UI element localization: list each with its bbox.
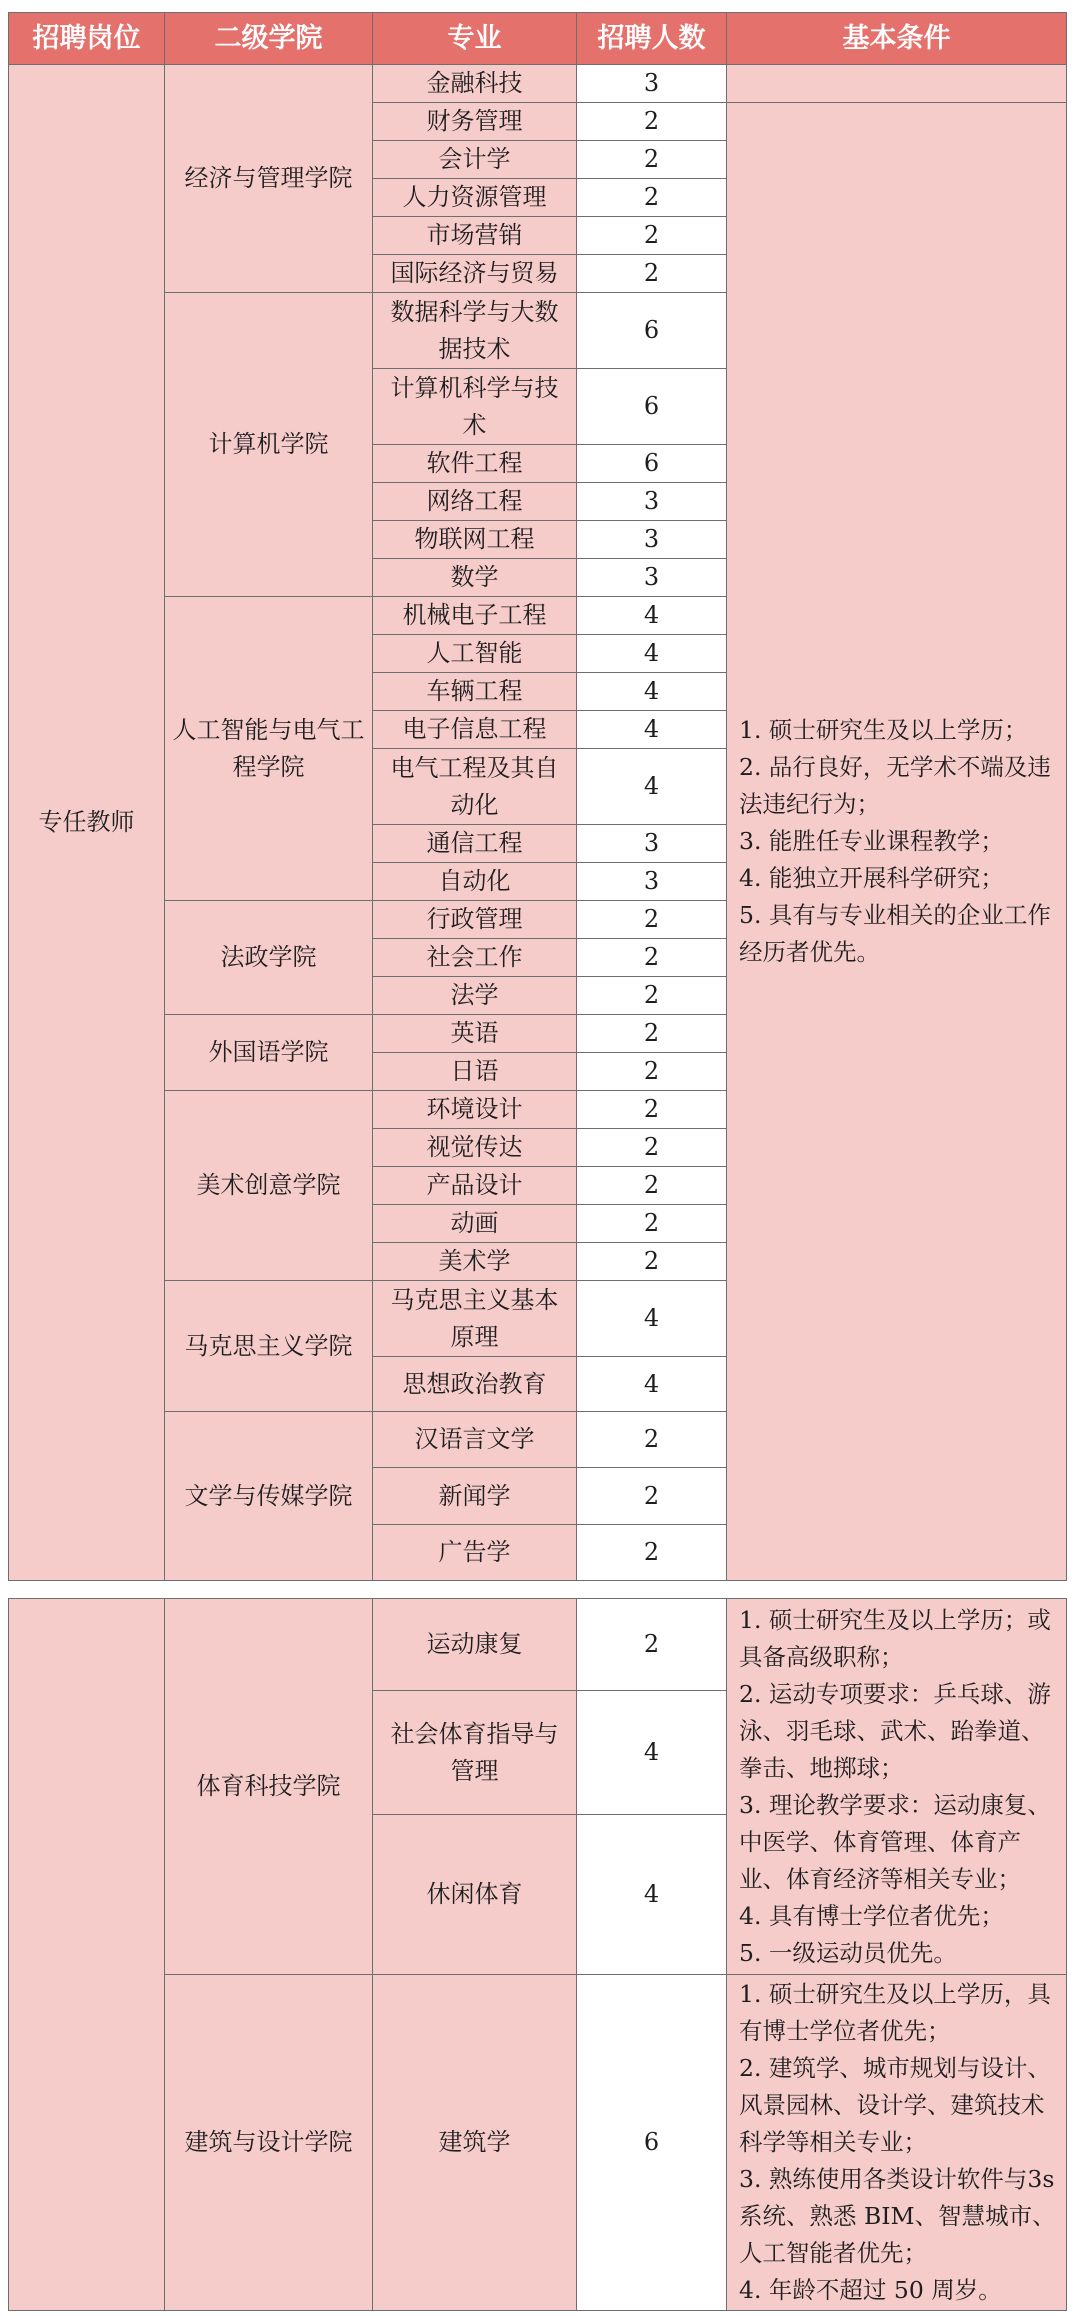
college-cell: 马克思主义学院 bbox=[165, 1281, 373, 1412]
condition-line: 3. 能胜任专业课程教学； bbox=[739, 827, 1004, 855]
count-cell: 4 bbox=[577, 597, 727, 635]
major-cell: 通信工程 bbox=[373, 825, 577, 863]
major-cell: 自动化 bbox=[373, 863, 577, 901]
position-cell: 专任教师 bbox=[9, 65, 165, 1581]
college-cell: 建筑与设计学院 bbox=[165, 1975, 373, 2311]
condition-line: 2. 运动专项要求：乒乓球、游泳、羽毛球、武术、跆拳道、拳击、地掷球； bbox=[739, 1679, 1051, 1782]
college-cell: 计算机学院 bbox=[165, 293, 373, 597]
recruitment-table-main bbox=[8, 12, 1067, 1581]
major-cell: 汉语言文学 bbox=[373, 1412, 577, 1468]
count-cell: 2 bbox=[577, 103, 727, 141]
major-cell: 电气工程及其自动化 bbox=[373, 749, 577, 825]
major-cell: 数据科学与大数据技术 bbox=[373, 293, 577, 369]
header-conditions: 基本条件 bbox=[727, 13, 1067, 65]
major-cell: 人力资源管理 bbox=[373, 179, 577, 217]
major-cell: 新闻学 bbox=[373, 1468, 577, 1525]
major-cell: 人工智能 bbox=[373, 635, 577, 673]
count-cell: 2 bbox=[577, 255, 727, 293]
header-college: 二级学院 bbox=[165, 13, 373, 65]
college-cell: 人工智能与电气工程学院 bbox=[165, 597, 373, 901]
major-cell: 国际经济与贸易 bbox=[373, 255, 577, 293]
major-cell: 马克思主义基本原理 bbox=[373, 1281, 577, 1357]
conditions-cell bbox=[727, 103, 1067, 1581]
count-cell: 3 bbox=[577, 863, 727, 901]
count-cell: 4 bbox=[577, 1815, 727, 1975]
count-cell: 4 bbox=[577, 635, 727, 673]
header-count: 招聘人数 bbox=[577, 13, 727, 65]
count-cell: 6 bbox=[577, 293, 727, 369]
condition-line: 4. 具有博士学位者优先； bbox=[739, 1901, 1004, 1930]
major-cell: 休闲体育 bbox=[373, 1815, 577, 1975]
count-cell: 2 bbox=[577, 1468, 727, 1525]
condition-line: 2. 品行良好，无学术不端及违法违纪行为； bbox=[739, 753, 1051, 818]
condition-line: 1. 硕士研究生及以上学历；或具备高级职称； bbox=[739, 1605, 1051, 1671]
condition-line: 5. 具有与专业相关的企业工作经历者优先。 bbox=[739, 901, 1051, 966]
major-cell: 视觉传达 bbox=[373, 1129, 577, 1167]
major-cell: 市场营销 bbox=[373, 217, 577, 255]
college-cell: 体育科技学院 bbox=[165, 1599, 373, 1975]
count-cell: 3 bbox=[577, 825, 727, 863]
major-cell: 电子信息工程 bbox=[373, 711, 577, 749]
major-cell: 社会工作 bbox=[373, 939, 577, 977]
table-header-row bbox=[9, 13, 1067, 65]
major-cell: 广告学 bbox=[373, 1525, 577, 1581]
major-cell: 动画 bbox=[373, 1205, 577, 1243]
major-cell: 法学 bbox=[373, 977, 577, 1015]
condition-line: 1. 硕士研究生及以上学历，具有博士学位者优先； bbox=[739, 1980, 1051, 2045]
count-cell: 4 bbox=[577, 673, 727, 711]
count-cell: 2 bbox=[577, 179, 727, 217]
header-major: 专业 bbox=[373, 13, 577, 65]
major-cell: 计算机科学与技术 bbox=[373, 369, 577, 445]
count-cell: 4 bbox=[577, 1357, 727, 1412]
count-cell: 3 bbox=[577, 483, 727, 521]
college-cell: 美术创意学院 bbox=[165, 1091, 373, 1281]
major-cell: 车辆工程 bbox=[373, 673, 577, 711]
count-cell: 2 bbox=[577, 1167, 727, 1205]
major-cell: 物联网工程 bbox=[373, 521, 577, 559]
count-cell: 2 bbox=[577, 1015, 727, 1053]
major-cell: 财务管理 bbox=[373, 103, 577, 141]
condition-line: 4. 能独立开展科学研究； bbox=[739, 864, 1004, 892]
count-cell: 4 bbox=[577, 711, 727, 749]
condition-line: 4. 年龄不超过 50 周岁。 bbox=[739, 2276, 1002, 2304]
major-cell: 日语 bbox=[373, 1053, 577, 1091]
count-cell: 6 bbox=[577, 369, 727, 445]
count-cell: 6 bbox=[577, 1975, 727, 2311]
condition-line: 2. 建筑学、城市规划与设计、风景园林、设计学、建筑技术科学等相关专业； bbox=[739, 2054, 1051, 2156]
count-cell: 2 bbox=[577, 1412, 727, 1468]
major-cell: 数学 bbox=[373, 559, 577, 597]
count-cell: 3 bbox=[577, 521, 727, 559]
count-cell: 3 bbox=[577, 559, 727, 597]
count-cell: 2 bbox=[577, 1525, 727, 1581]
count-cell: 2 bbox=[577, 217, 727, 255]
major-cell: 金融科技 bbox=[373, 65, 577, 103]
major-cell: 网络工程 bbox=[373, 483, 577, 521]
major-cell: 思想政治教育 bbox=[373, 1357, 577, 1412]
conditions-cell-sport bbox=[727, 1599, 1067, 1975]
count-cell: 4 bbox=[577, 749, 727, 825]
table-row bbox=[9, 1975, 1067, 2311]
count-cell: 6 bbox=[577, 445, 727, 483]
count-cell: 2 bbox=[577, 1205, 727, 1243]
position-cell-blank bbox=[9, 1599, 165, 2311]
major-cell: 运动康复 bbox=[373, 1599, 577, 1691]
count-cell: 2 bbox=[577, 939, 727, 977]
count-cell: 2 bbox=[577, 977, 727, 1015]
table-row bbox=[9, 1599, 1067, 1691]
count-cell: 2 bbox=[577, 1053, 727, 1091]
condition-line: 3. 理论教学要求：运动康复、中医学、体育管理、体育产业、体育经济等相关专业； bbox=[739, 1790, 1051, 1893]
count-cell: 3 bbox=[577, 65, 727, 103]
count-cell: 4 bbox=[577, 1281, 727, 1357]
conditions-blank-cell bbox=[727, 65, 1067, 103]
college-cell: 经济与管理学院 bbox=[165, 65, 373, 293]
condition-line: 3. 熟练使用各类设计软件与3s 系统、熟悉 BIM、智慧城市、人工智能者优先； bbox=[739, 2165, 1056, 2267]
count-cell: 2 bbox=[577, 141, 727, 179]
count-cell: 2 bbox=[577, 901, 727, 939]
count-cell: 2 bbox=[577, 1243, 727, 1281]
condition-line: 1. 硕士研究生及以上学历； bbox=[739, 716, 1028, 744]
college-cell: 外国语学院 bbox=[165, 1015, 373, 1091]
recruitment-table-sports-arch bbox=[8, 1598, 1067, 2311]
college-cell: 文学与传媒学院 bbox=[165, 1412, 373, 1581]
major-cell: 会计学 bbox=[373, 141, 577, 179]
college-cell: 法政学院 bbox=[165, 901, 373, 1015]
condition-line: 5. 一级运动员优先。 bbox=[739, 1938, 957, 1967]
major-cell: 环境设计 bbox=[373, 1091, 577, 1129]
major-cell: 建筑学 bbox=[373, 1975, 577, 2311]
major-cell: 产品设计 bbox=[373, 1167, 577, 1205]
header-position: 招聘岗位 bbox=[9, 13, 165, 65]
major-cell: 美术学 bbox=[373, 1243, 577, 1281]
count-cell: 4 bbox=[577, 1691, 727, 1815]
major-cell: 社会体育指导与管理 bbox=[373, 1691, 577, 1815]
major-cell: 行政管理 bbox=[373, 901, 577, 939]
count-cell: 2 bbox=[577, 1599, 727, 1691]
major-cell: 软件工程 bbox=[373, 445, 577, 483]
conditions-cell-arch bbox=[727, 1975, 1067, 2311]
count-cell: 2 bbox=[577, 1129, 727, 1167]
major-cell: 英语 bbox=[373, 1015, 577, 1053]
major-cell: 机械电子工程 bbox=[373, 597, 577, 635]
count-cell: 2 bbox=[577, 1091, 727, 1129]
table-row bbox=[9, 65, 1067, 103]
